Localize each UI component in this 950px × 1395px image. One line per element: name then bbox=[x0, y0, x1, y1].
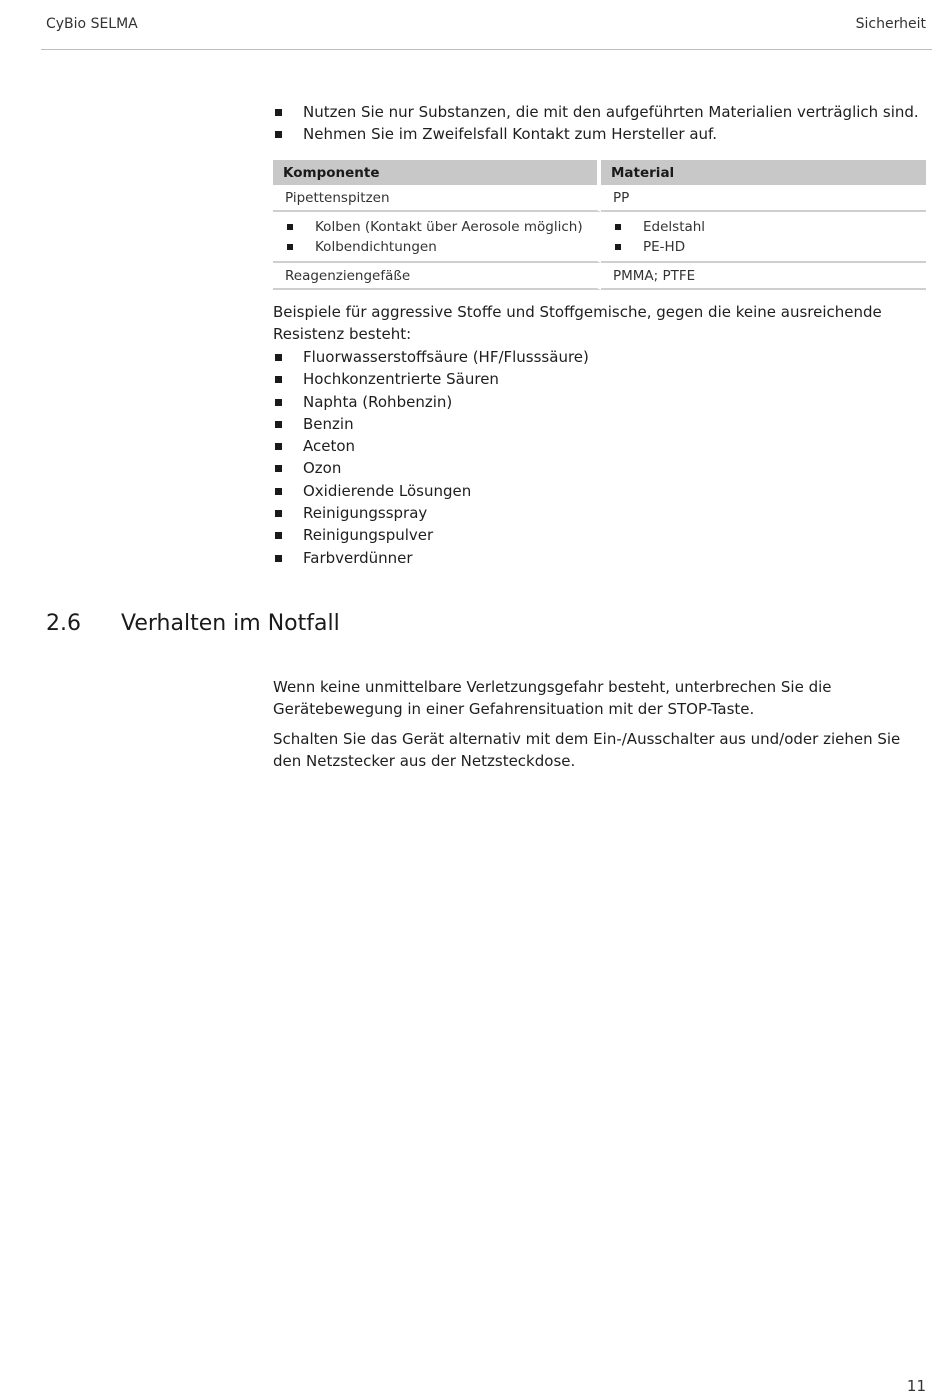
list-item bbox=[273, 457, 589, 479]
list-item bbox=[273, 435, 589, 457]
table-cell-komponente: Pipettenspitzen bbox=[273, 185, 601, 212]
list-item-text: Reinigungspulver bbox=[303, 526, 434, 545]
square-bullet-icon bbox=[615, 244, 621, 250]
list-item bbox=[285, 217, 585, 237]
emergency-paragraph: Schalten Sie das Gerät alternativ mit dem Ein-/Ausschalter aus und/oder ziehen Sie den Netzstecker aus der Netzsteckdose. bbox=[273, 730, 901, 771]
list-item bbox=[273, 413, 589, 435]
list-item-text: Benzin bbox=[303, 414, 354, 433]
list-item-text: Aceton bbox=[303, 437, 356, 456]
list-item-text: Kolbendichtungen bbox=[315, 238, 437, 255]
list-item bbox=[273, 368, 589, 390]
list-item bbox=[273, 502, 589, 524]
square-bullet-icon bbox=[275, 399, 282, 406]
list-item-text: Farbverdünner bbox=[303, 548, 413, 567]
material-table bbox=[273, 160, 926, 290]
list-item-text: Ozon bbox=[303, 459, 342, 478]
section-title: Verhalten im Notfall bbox=[121, 611, 340, 636]
square-bullet-icon bbox=[275, 510, 282, 517]
square-bullet-icon bbox=[275, 376, 282, 383]
list-item bbox=[273, 547, 589, 569]
list-item-text: Fluorwasserstoffsäure (HF/Flusssäure) bbox=[303, 348, 589, 366]
table-header-row bbox=[273, 160, 926, 185]
list-item bbox=[613, 237, 914, 257]
square-bullet-icon bbox=[275, 465, 282, 472]
column-header-komponente: Komponente bbox=[273, 160, 601, 185]
column-header-material: Material bbox=[601, 160, 926, 185]
table-row bbox=[273, 263, 926, 290]
cell-bullet-list bbox=[285, 217, 585, 257]
list-item bbox=[273, 480, 589, 502]
list-item bbox=[273, 123, 919, 145]
aggressive-substances-intro: Beispiele für aggressive Stoffe und Stoffgemische, gegen die keine ausreichende Resistenz besteht: bbox=[273, 303, 882, 344]
list-item-text: Oxidierende Lösungen bbox=[303, 481, 472, 500]
list-item bbox=[273, 346, 589, 368]
table-cell-material: PMMA; PTFE bbox=[601, 263, 926, 290]
square-bullet-icon bbox=[287, 224, 293, 230]
header-chapter-name: Sicherheit bbox=[855, 16, 926, 32]
list-item-text: Kolben (Kontakt über Aerosole möglich) bbox=[315, 218, 583, 235]
section-number: 2.6 bbox=[46, 611, 81, 636]
cell-bullet-list bbox=[613, 217, 914, 257]
list-item-text: Naphta (Rohbenzin) bbox=[303, 392, 453, 411]
table-row bbox=[273, 212, 926, 263]
list-item-text: Nutzen Sie nur Substanzen, die mit den aufgeführten Materialien verträglich sind. bbox=[303, 103, 919, 121]
aggressive-substances-list bbox=[273, 346, 589, 569]
square-bullet-icon bbox=[275, 443, 282, 450]
page-number: 11 bbox=[906, 1377, 926, 1395]
table-row bbox=[273, 185, 926, 212]
header-divider bbox=[41, 49, 932, 50]
square-bullet-icon bbox=[275, 354, 282, 361]
list-item-text: Nehmen Sie im Zweifelsfall Kontakt zum Hersteller auf. bbox=[303, 125, 718, 144]
list-item bbox=[613, 217, 914, 237]
list-item bbox=[273, 391, 589, 413]
table-cell-komponente: Reagenziengefäße bbox=[273, 263, 601, 290]
compatibility-bullets bbox=[273, 101, 919, 146]
square-bullet-icon bbox=[275, 532, 282, 539]
list-item-text: PE-HD bbox=[643, 238, 686, 255]
list-item bbox=[273, 101, 919, 123]
square-bullet-icon bbox=[275, 555, 282, 562]
square-bullet-icon bbox=[275, 131, 282, 138]
header-product-name: CyBio SELMA bbox=[46, 16, 138, 32]
list-item bbox=[285, 237, 585, 257]
table-cell-material bbox=[601, 212, 926, 263]
square-bullet-icon bbox=[275, 488, 282, 495]
emergency-paragraph: Wenn keine unmittelbare Verletzungsgefahr besteht, unterbrechen Sie die Gerätebewegung in einer Gefahrensituation mit der STOP-Taste. bbox=[273, 678, 832, 719]
list-item bbox=[273, 524, 589, 546]
list-item-text: Edelstahl bbox=[643, 218, 706, 235]
table-cell-material: PP bbox=[601, 185, 926, 212]
square-bullet-icon bbox=[615, 224, 621, 230]
square-bullet-icon bbox=[287, 244, 293, 250]
list-item-text: Hochkonzentrierte Säuren bbox=[303, 370, 499, 389]
square-bullet-icon bbox=[275, 421, 282, 428]
list-item-text: Reinigungsspray bbox=[303, 504, 428, 523]
square-bullet-icon bbox=[275, 109, 282, 116]
table-cell-komponente bbox=[273, 212, 601, 263]
